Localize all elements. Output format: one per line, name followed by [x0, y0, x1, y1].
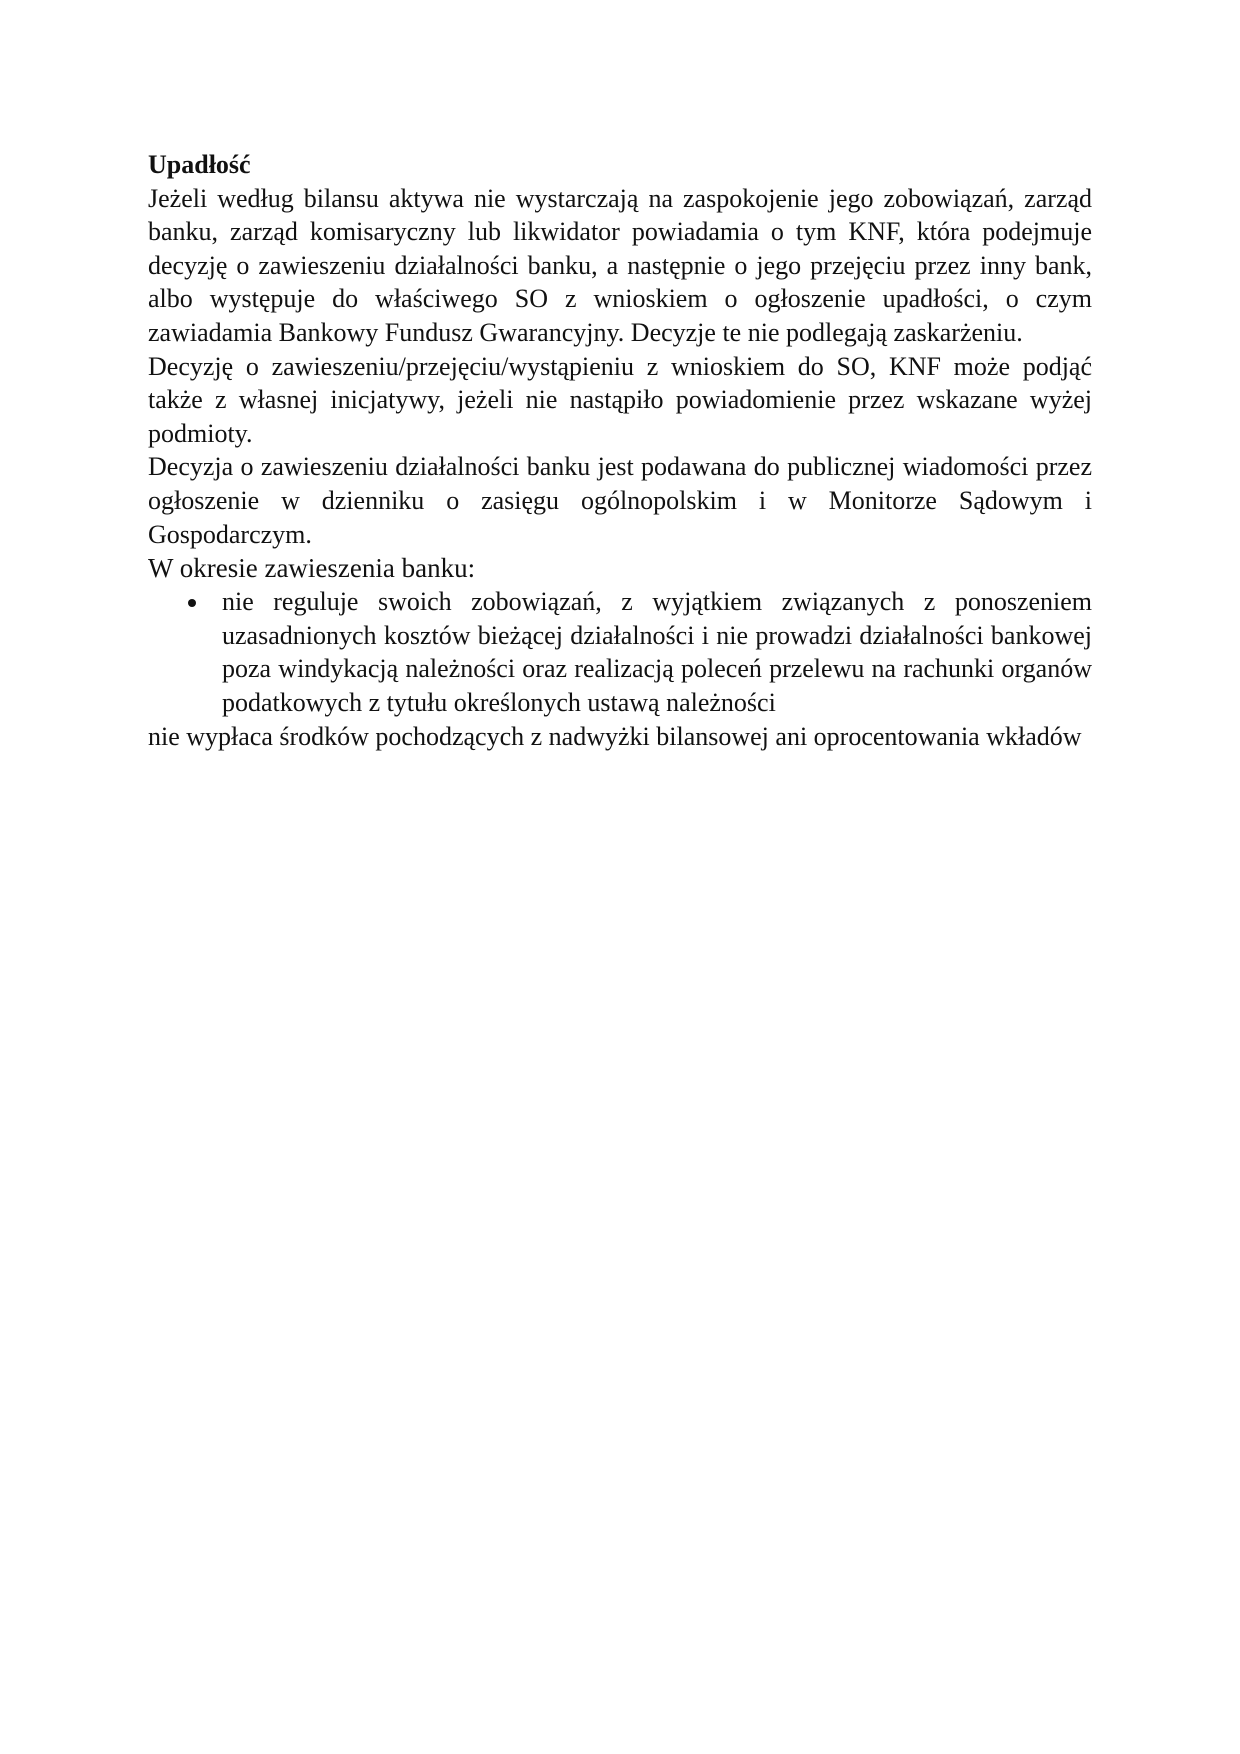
document-title: Upadłość	[148, 150, 251, 179]
paragraph-bankruptcy-notice: Jeżeli według bilansu aktywa nie wystarczają na zaspokojenie jego zobowiązań, zarząd banku, zarząd komisaryczny lub likwidator powiadamia o tym KNF, która podejmuje decyzję o zawieszeniu działalności banku, a następnie o jego przejęciu przez inny bank, albo występuje do właściwego SO z wnioskiem o ogłoszenie upadłości, o czym zawiadamia Bankowy Fundusz Gwarancyjny. Decyzje te nie podlegają zaskarżeniu.	[148, 183, 1092, 347]
bullet-text: nie reguluje swoich zobowiązań, z wyjątkiem związanych z ponoszeniem uzasadnionych kosztów bieżącej działalności i nie prowadzi działalności bankowej poza windykacją należności oraz realizacją poleceń przelewu na rachunki organów podatkowych z tytułu określonych ustawą należności	[222, 587, 1092, 717]
suspension-subheading: W okresie zawieszenia banku:	[148, 553, 476, 584]
paragraph-knf-initiative: Decyzję o zawieszeniu/przejęciu/wystąpieniu z wnioskiem do SO, KNF może podjąć także z własnej inicjatywy, jeżeli nie nastąpiło powiadomienie przez wskazane wyżej podmioty.	[148, 351, 1092, 448]
bullet-dot-icon	[188, 599, 196, 607]
closing-paragraph: nie wypłaca środków pochodzących z nadwyżki bilansowej ani oprocentowania wkładów	[148, 721, 1082, 751]
paragraph-public-announcement: Decyzja o zawieszeniu działalności banku jest podawana do publicznej wiadomości przez ogłoszenie w dzienniku o zasięgu ogólnopolskim i w Monitorze Sądowym i Gospodarczym.	[148, 452, 1092, 549]
suspension-bullet-list	[148, 585, 1092, 719]
bullet-item	[148, 585, 1092, 719]
document-content	[148, 148, 1092, 753]
